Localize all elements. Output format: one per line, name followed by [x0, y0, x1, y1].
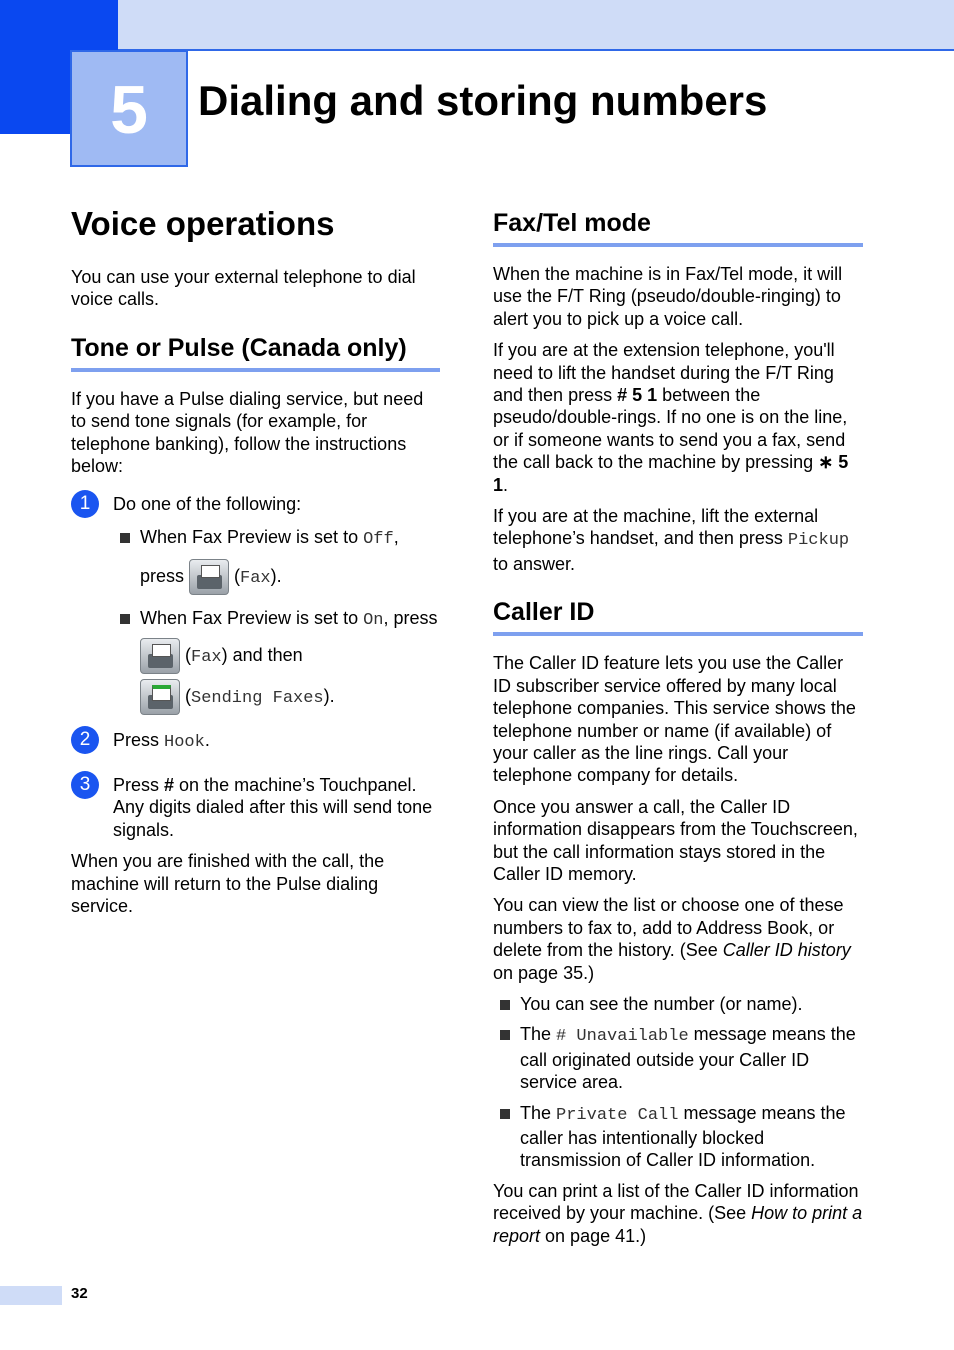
- text-run: to answer.: [493, 553, 576, 574]
- bullet-text: When Fax Preview is set to: [140, 526, 364, 547]
- header-rule: [118, 49, 954, 51]
- mono-text: On: [363, 611, 384, 631]
- fax-icon[interactable]: [140, 638, 180, 674]
- bullet-text: The: [520, 1024, 557, 1045]
- step-text: Press: [113, 729, 165, 750]
- step-text: Do one of the following:: [113, 494, 302, 515]
- paren: (: [229, 566, 241, 586]
- bold-code: ∗ 5 1: [493, 452, 849, 495]
- voice-intro: You can use your external telephone to dial voice calls.: [71, 267, 416, 310]
- fax-tel-para-2: [493, 339, 863, 496]
- chapter-title: Dialing and storing numbers: [198, 77, 768, 124]
- fax-tel-para-3: [493, 505, 863, 575]
- page-number: 32: [71, 1285, 88, 1302]
- step-text: Press: [113, 775, 165, 796]
- text-run: You can view the list or choose one of these numbers to fax to, add to Address Book, or delete from the history. (See: [493, 895, 844, 961]
- bullet-text: ) and then: [221, 644, 303, 665]
- sending-faxes-icon[interactable]: [140, 679, 180, 715]
- caller-id-heading: Caller ID: [493, 597, 863, 636]
- fax-icon[interactable]: [189, 559, 229, 595]
- mono-text: # Unavailable: [556, 1027, 689, 1047]
- step-2: [71, 729, 440, 754]
- fax-tel-para-1: When the machine is in Fax/Tel mode, it will use the F/T Ring (pseudo/double-ringing) to alert you to pick up a voice call.: [493, 264, 843, 329]
- bullet-text: The: [520, 1102, 557, 1123]
- caller-id-para-2: Once you answer a call, the Caller ID information disappears from the Touchscreen, but the call information stays stored in the Caller ID memory.: [493, 796, 858, 884]
- voice-operations-heading: Voice operations: [71, 205, 335, 242]
- bullet-text: You can see the number (or name).: [520, 993, 803, 1014]
- bullet-square: [120, 533, 130, 543]
- text-run: .: [503, 474, 509, 495]
- text-run: If you are at the extension telephone, you'll need to lift the handset during the F/T Ring and then press: [493, 340, 835, 406]
- caller-id-bullet: [493, 1102, 863, 1172]
- chapter-number: 5: [110, 72, 148, 148]
- mono-text: Sending Faxes: [191, 688, 324, 708]
- page-tab: [0, 1286, 62, 1305]
- step-number: 2: [71, 726, 99, 754]
- paren: ).: [270, 566, 282, 586]
- press-label: press: [140, 566, 190, 586]
- bold-key: #: [164, 775, 175, 796]
- bold-code: # 5 1: [617, 385, 658, 406]
- bullet-text: ,: [393, 526, 399, 547]
- step-text: on the machine’s Touchpanel. Any digits dialed after this will send tone signals.: [113, 775, 433, 840]
- option-preview-on: [113, 607, 440, 714]
- fax-tel-heading: Fax/Tel mode: [493, 208, 863, 247]
- text-run: on page 35.): [493, 962, 595, 983]
- bullet-text: , press: [383, 608, 438, 629]
- bullet-square: [500, 1000, 510, 1010]
- left-column: [71, 200, 440, 927]
- text-run: on page 41.): [540, 1225, 647, 1246]
- fax-line: [140, 638, 440, 674]
- caller-id-bullet: [493, 993, 863, 1015]
- caller-id-bullet: [493, 1023, 863, 1093]
- mono-text: Hook: [164, 732, 205, 752]
- bullet-square: [500, 1109, 510, 1119]
- step-3: [71, 774, 440, 841]
- mono-text: Pickup: [787, 531, 850, 551]
- paren: (: [180, 644, 191, 665]
- step-text: .: [204, 729, 210, 750]
- tone-intro: If you have a Pulse dialing service, but need to send tone signals (for example, for telephone banking), follow the instructions below:: [71, 388, 424, 477]
- cross-reference: How to print a report: [493, 1203, 863, 1246]
- paren: (: [180, 685, 191, 706]
- mono-text: Private Call: [556, 1105, 679, 1125]
- paren: ).: [323, 685, 335, 706]
- chapter-number-box: [70, 50, 188, 167]
- bullet-text: message means the caller has intentionally blocked transmission of Caller ID information.: [520, 1102, 846, 1171]
- text-run: You can print a list of the Caller ID information received by your machine. (See: [493, 1180, 859, 1224]
- tone-closing: When you are finished with the call, the machine will return to the Pulse dialing service.: [71, 851, 385, 917]
- bullet-text: When Fax Preview is set to: [140, 608, 364, 629]
- step-number: 3: [71, 771, 99, 799]
- bullet-square: [500, 1030, 510, 1040]
- mono-text: Fax: [240, 569, 271, 588]
- sending-line: [140, 679, 440, 715]
- option-preview-off: [113, 526, 440, 595]
- step-1: [71, 493, 440, 714]
- header-band: [0, 0, 954, 49]
- bullet-text: message means the call originated outside your Caller ID service area.: [520, 1024, 856, 1093]
- caller-id-para-1: The Caller ID feature lets you use the Caller ID subscriber service offered by many local telephone companies. This service shows the telephone number or name (if available) of your caller as the line rings. Call your telephone company for details.: [493, 653, 856, 786]
- right-column: [493, 200, 863, 1256]
- mono-text: Fax: [191, 647, 222, 667]
- step-number: 1: [71, 490, 99, 518]
- mono-text: Off: [363, 529, 394, 549]
- cross-reference: Caller ID history: [722, 940, 851, 961]
- tone-pulse-heading: Tone or Pulse (Canada only): [71, 333, 440, 372]
- caller-id-para-4: [493, 1180, 863, 1247]
- text-run: If you are at the machine, lift the external telephone’s handset, and then press: [493, 506, 819, 549]
- text-run: between the pseudo/double-rings. If no one is on the line, or if someone wants to send you a fax, send the call back to the machine by pressing: [493, 385, 848, 473]
- bullet-square: [120, 614, 130, 624]
- step-1-options: [113, 526, 440, 715]
- press-line: [140, 559, 440, 595]
- caller-id-para-3: [493, 894, 863, 984]
